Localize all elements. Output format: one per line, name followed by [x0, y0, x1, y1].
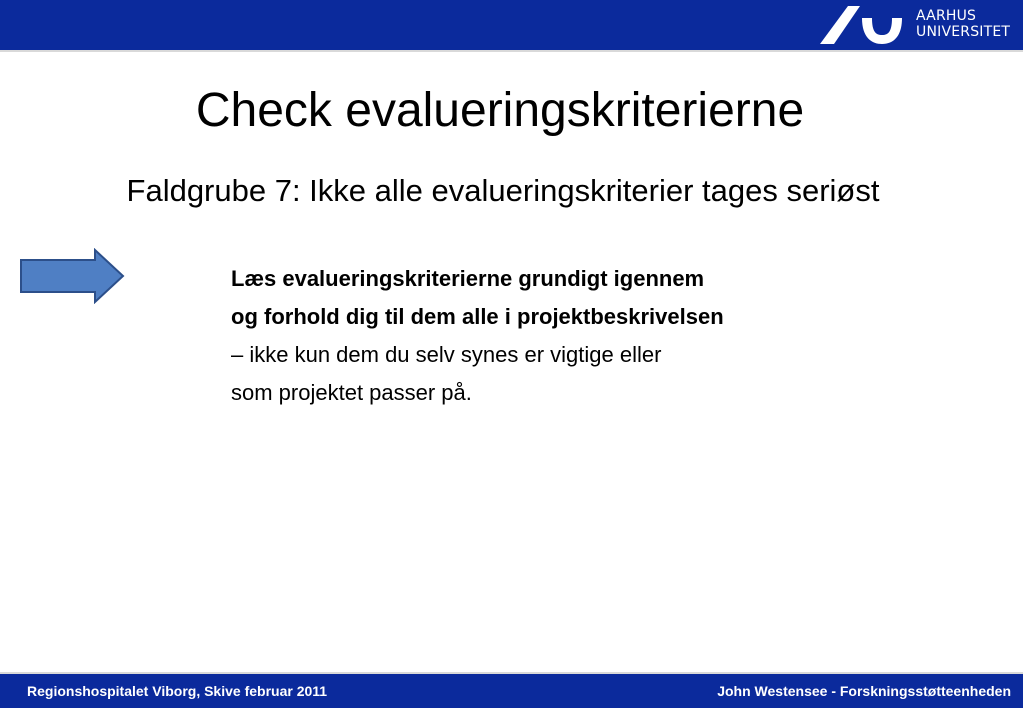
logo-line-2: UNIVERSITET	[916, 24, 1011, 40]
body-line-4: som projektet passer på.	[231, 380, 472, 405]
body-line-2: og forhold dig til dem alle i projektbeskrivelsen	[231, 304, 724, 329]
right-arrow-icon	[19, 248, 125, 304]
slide-title: Check evalueringskriterierne	[195, 84, 805, 137]
footer-left-text: Regionshospitalet Viborg, Skive februar 2011	[27, 683, 328, 699]
logo-line-1: AARHUS	[916, 8, 977, 24]
header-divider	[0, 50, 1023, 52]
slide-subtitle: Faldgrube 7: Ikke alle evalueringskriterier tages seriøst	[126, 173, 880, 208]
body-line-3: – ikke kun dem du selv synes er vigtige eller	[231, 342, 662, 367]
logo-wordmark	[916, 8, 1010, 40]
footer-right-text: John Westensee - Forskningsstøtteenheden	[717, 683, 1011, 699]
body-text	[231, 260, 931, 412]
body-line-1: Læs evalueringskriterierne grundigt igennem	[231, 266, 705, 291]
aarhus-university-logo-icon	[818, 4, 910, 46]
